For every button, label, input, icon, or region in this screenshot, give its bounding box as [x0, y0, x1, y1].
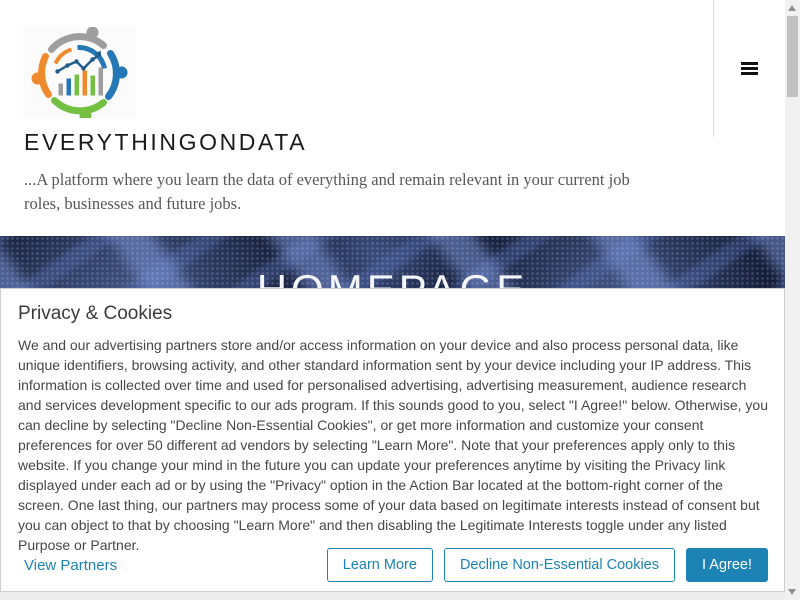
decline-non-essential-cookies-button[interactable]: Decline Non-Essential Cookies [444, 548, 675, 582]
agree-button[interactable]: I Agree! [686, 548, 768, 582]
site-tagline: ...A platform where you learn the data of everything and remain relevant in your current job roles, businesses and future jobs. [24, 170, 630, 213]
learn-more-button[interactable]: Learn More [327, 548, 433, 582]
page-bottom-strip [0, 592, 785, 600]
cookie-banner-title: Privacy & Cookies [18, 303, 173, 324]
hamburger-icon [741, 67, 758, 70]
cookie-consent-banner [0, 288, 785, 592]
site-title[interactable]: EVERYTHINGONDATA [24, 129, 308, 155]
hamburger-icon [741, 62, 758, 65]
header-divider [713, 0, 714, 137]
site-logo-icon [23, 27, 136, 118]
hamburger-menu-button[interactable] [731, 51, 767, 87]
site-logo-link[interactable] [23, 27, 136, 118]
scrollbar-thumb[interactable] [787, 16, 798, 97]
scroll-down-arrow-icon[interactable] [788, 589, 796, 595]
scroll-up-arrow-icon[interactable] [788, 5, 796, 11]
vertical-scrollbar[interactable] [785, 0, 800, 600]
view-partners-link[interactable]: View Partners [24, 556, 118, 574]
hamburger-icon [741, 72, 758, 75]
site-header [0, 0, 785, 236]
cookie-banner-footer [18, 548, 768, 582]
cookie-button-group [327, 548, 768, 582]
cookie-banner-body: We and our advertising partners store and/or access information on your device and also process personal data, like unique identifiers, browsing activity, and other standard information sent by your device including your IP address. This information is collected over time and used for personalised advertising, advertising measurement, audience research and services development specific to our ads program. If this sounds good to you, select "I Agree!" below. Otherwise, you can decline by selecting "Decline Non-Essential Cookies", or get more information and customize your consent preferences for over 50 different ad vendors by selecting "Learn More". Note that your preferences apply only to this website. If you change your mind in the future you can update your preferences anytime by visiting the Privacy link displayed under each ad or by using the "Privacy" option in the Action Bar located at the bottom-right corner of the screen. One last thing, our partners may process some of your data based on legitimate interests instead of consent but you can object to that by choosing "Learn More" and then disabling the Legitimate Interests toggle under any listed Purpose or Partner. [18, 337, 769, 553]
